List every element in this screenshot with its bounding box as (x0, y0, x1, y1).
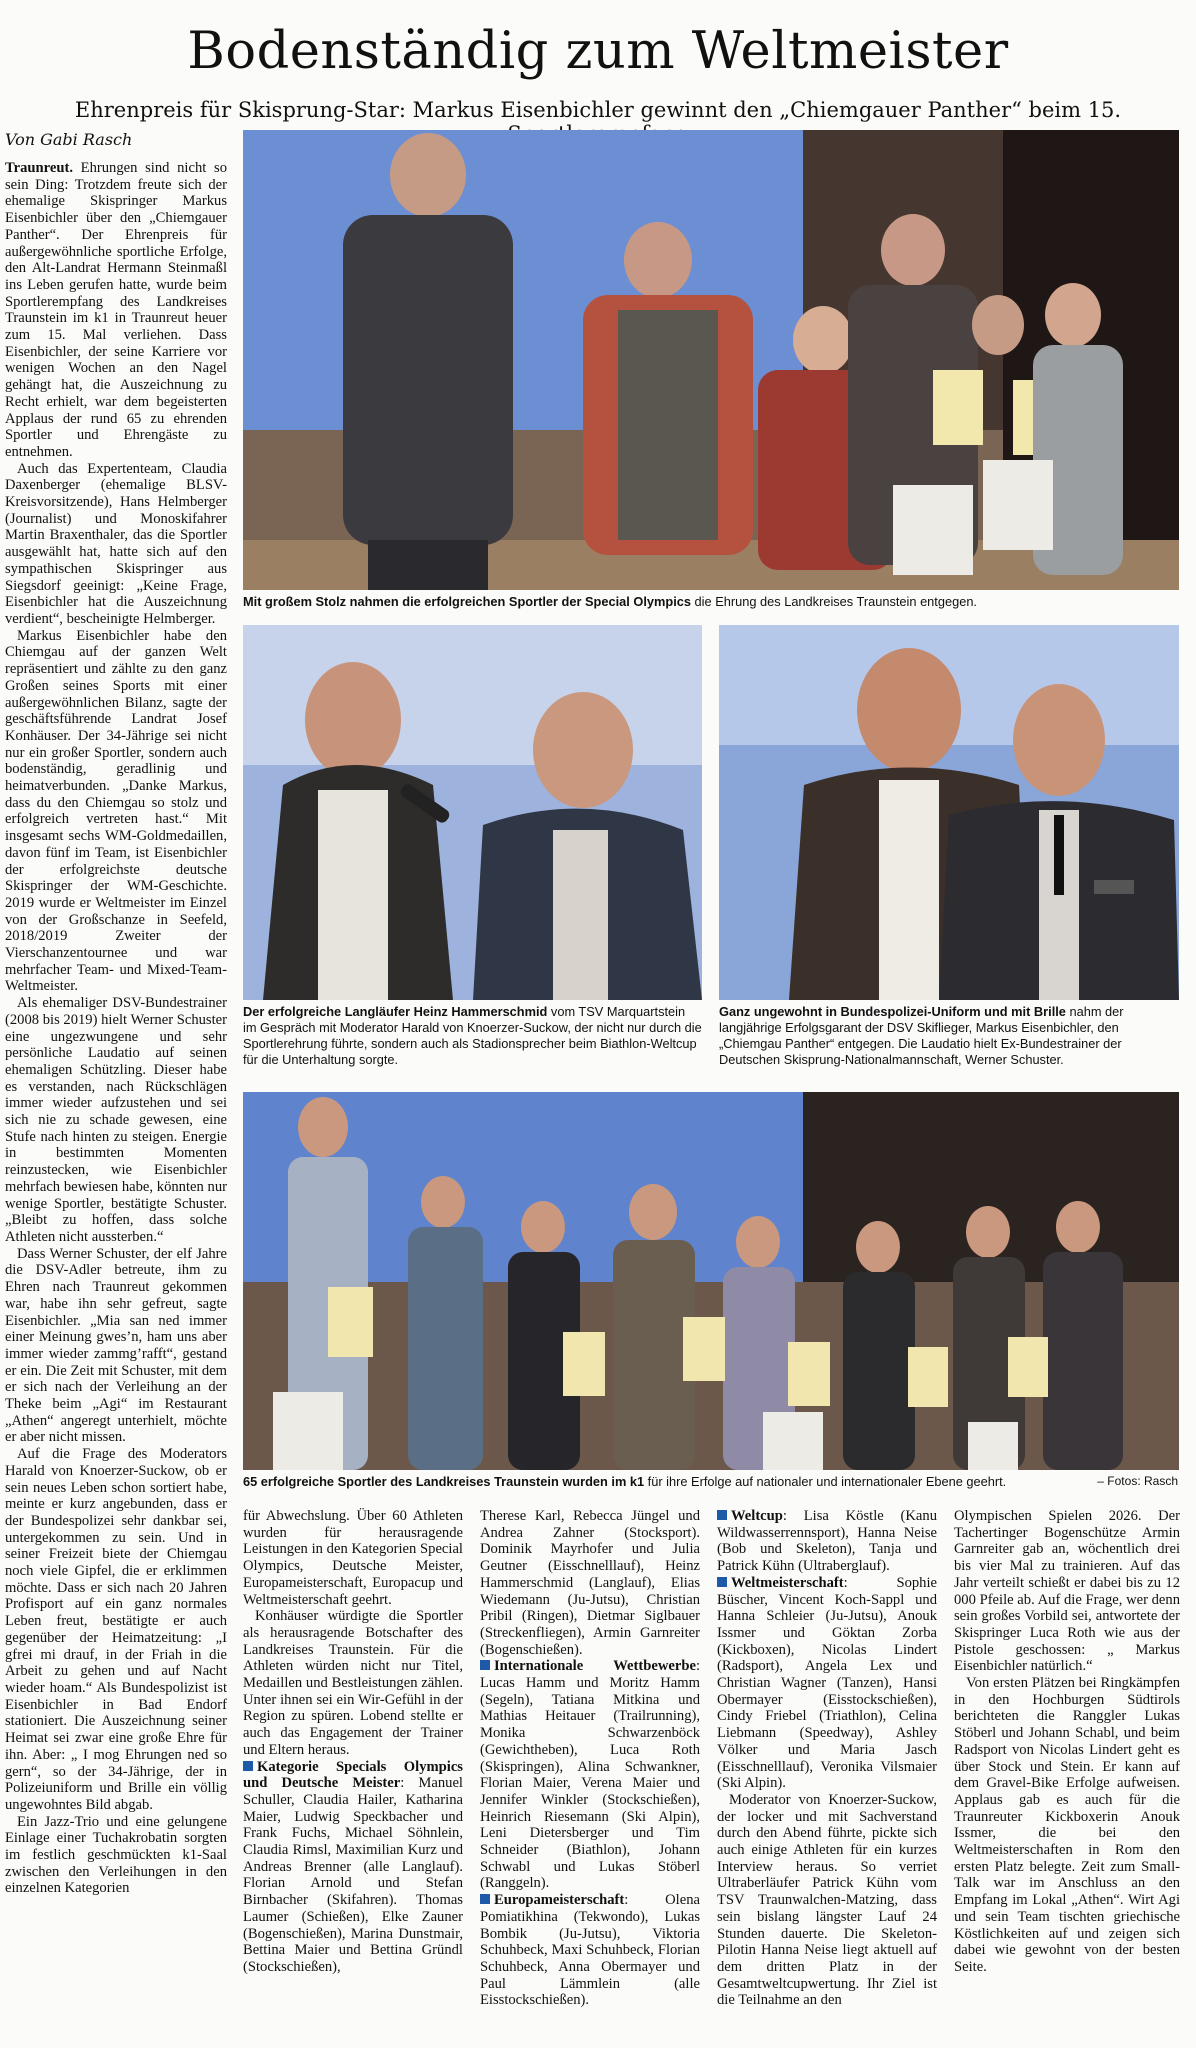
paragraph-4: Als ehemaliger DSV-Bundestrainer (2008 bis 2019) hielt Werner Schuster eine ungezwungene und sehr persönliche Laudatio auf seinen ehemaligen Schützling. Dieser habe es verstanden, nach Rückschlägen immer wieder aufzustehen und sei sich nie zu schade gewesen, eine Stufe nach hinten zu steigen. Energie in bestimmten Momenten reinzustecken, wie Eisenbichler mehrfach bewiesen habe, könnten nur wenige Sportler, bestätigte Schuster. „Bleibt zu hoffen, dass solche Athleten nicht aussterben.“ (5, 995, 227, 1245)
article-column-2 (243, 1508, 463, 2038)
category-square-icon (243, 1761, 253, 1771)
paragraph: Olympischen Spielen 2026. Der Tachertinger Bogenschütze Armin Garnreiter gab an, wöchentlich drei bis vier Mal zu trainieren. Auf das Jahr verteilt schießt er dabei bis zu 12 000 Pfeile ab. Auf die Frage, wer denn sein großes Vorbild sei, antwortete der Skispringer Luca Roth wie aus der Pistole geschossen: „ Markus Eisenbichler natürlich.“ (954, 1508, 1180, 1675)
photo-credit: – Fotos: Rasch (1097, 1474, 1178, 1488)
paragraph: Konhäuser würdigte die Sportler als herausragende Botschafter des Landkreises Traunstein. Für die Athleten würden nicht nur Titel, Medaillen und Bestleistungen zählen. Unter ihnen sei ein Wir-Gefühl in der Region zu spüren. Lobend stellte er auch das Engagement der Trainer und Eltern heraus. (243, 1608, 463, 1758)
article-column-1 (5, 160, 227, 2040)
paragraph: Moderator von Knoerzer-Suckow, der locker und mit Sachverstand durch den Abend führte, pickte sich auch einige Athleten für ein kurzes Interview heraus. So verriet Ultraberläufer Patrick Kühn vom TSV Traunwalchen-Matzing, dass sein bislang längster Lauf 24 Stunden dauerte. Die Skeleton-Pilotin Hanna Neise liegt aktuell auf dem dritten Platz in der Gesamtweltcupwertung. Ihr Ziel ist die Teilnahme an den (717, 1791, 937, 2009)
category-square-icon (717, 1510, 727, 1520)
article-column-3 (480, 1508, 700, 2038)
category-square-icon (480, 1660, 490, 1670)
category-international: Internationale Wettbewerbe: Lucas Hamm und Moritz Hamm (Segeln), Tatiana Mitkina und Mathias Heitauer (Trailrunning), Monika Schwarzenböck (Gewichtheben), Luca Roth (Skispringen), Alina Schwankner, Florian Maier, Verena Maier und Jennifer Winkler (Stockschießen), Heinrich Riesemann (Ski Alpin), Leni Dietersberger und Tim Schneider (Biathlon), Johann Schwabl und Lukas Stöberl (Ranggeln). (480, 1658, 700, 1892)
byline: Von Gabi Rasch (5, 130, 133, 149)
paragraph: Therese Karl, Rebecca Jüngel und Andrea Zahner (Stocksport). Dominik Mayrhofer und Julia Geutner (Eisschnelllauf), Heinz Hammerschmid (Langlauf), Elias Wiedemann (Ju-Jutsu), Christian Pribil (Ringen), Dietmar Siglbauer (Streckenfliegen), Armin Garnreiter (Bogenschießen). (480, 1508, 700, 1658)
category-square-icon (717, 1577, 727, 1587)
caption-photo-1: Mit großem Stolz nahmen die erfolgreichen Sportler der Special Olympics die Ehrung des Landkreises Traunstein entgegen. (243, 594, 977, 609)
paragraph-1: Traunreut. Ehrungen sind nicht so sein Ding: Trotzdem freute sich der ehemalige Skispringer Markus Eisenbichler über den „Chiemgauer Panther“. Der Ehrenpreis für außergewöhnliche sportliche Erfolge, den Alt-Landrat Hermann Steinmaßl ins Leben gerufen hatte, wurde beim Sportlerempfang des Landkreises Traunstein im k1 in Traunreut heuer zum 15. Mal verliehen. Dass Eisenbichler, der seine Karriere vor wenigen Wochen an den Nagel gehängt hat, die Auszeichnung zu Recht erhielt, war dem begeisterten Applaus der rund 65 zu ehrenden Sportler und Ehrengäste zu entnehmen. (5, 160, 227, 460)
paragraph: Von ersten Plätzen bei Ringkämpfen in den Hochburgen Südtirols berichteten die Ranggler Lukas Stöberl und Johann Schabl, und beim Radsport von Nicolas Lindert geht es über Stock und Stein. Er kann auf dem Gravel-Bike Erfolge aufweisen. Applaus gab es auch für die Traunreuter Kickboxerin Anouk Issmer, die bei den Weltmeisterschaften in Rom den ersten Platz belegte. Zeit zum Small-Talk war im Anschluss an den Empfang im Lokal „Athen“. Wirt Agi und sein Team tischten griechische Köstlichkeiten auf und zeigen sich dabei wie gewohnt von der besten Seite. (954, 1675, 1180, 1975)
article-column-4 (717, 1508, 937, 2038)
caption-photo-2: Der erfolgreiche Langläufer Heinz Hammerschmid vom TSV Marquartstein im Gespräch mit Moderator Harald von Knoerzer-Suckow, der nicht nur durch die Sportlerehrung führte, sondern auch als Stadionsprecher beim Biathlon-Weltcup für die Unterhaltung sorgte. (243, 1004, 702, 1067)
headline: Bodenständig zum Weltmeister (187, 22, 1009, 81)
paragraph-3: Markus Eisenbichler habe den Chiemgau auf der ganzen Welt repräsentiert und zählte zu den ganz Großen seines Sports mit einer außergewöhnlichen Bilanz, sagte der geschäftsführende Landrat Josef Konhäuser. Der 34-Jährige sei nicht nur ein großer Sportler, sondern auch bodenständig, geradlinig und heimatverbunden. „Danke Markus, dass du den Chiemgau so stolz und erfolgreich vertreten hast.“ Mit insgesamt sechs WM-Goldmedaillen, davon fünf im Team, ist Eisenbichler der erfolgreichste deutsche Skispringer der WM-Geschichte. 2019 wurde er Weltmeister im Einzel von der Großschanze in Seefeld, 2018/2019 Zweiter der Vierschanzentournee und war mehrfacher Team- und Mixed-Team-Weltmeister. (5, 627, 227, 995)
dateline: Traunreut. (5, 160, 73, 176)
paragraph-5: Dass Werner Schuster, der elf Jahre die DSV-Adler betreute, ihm zu Ehren nach Traunreut gekommen war, habe ihn sehr gefreut, sagte Eisenbichler. „Mia san ned immer einer Meinung gwes’n, ham uns aber immer wieder zammg’rafft“, gestand er ein. Die Zeit mit Schuster, mit dem er sich nach der Verleihung an der Theke beim „Agi“ im Restaurant „Athen“ angeregt unterhielt, möchte er aber nicht missen. (5, 1245, 227, 1446)
category-europe: Europameisterschaft: Olena Pomiatikhina (Tekwondo), Lukas Bombik (Ju-Jutsu), Viktoria Schuhbeck, Maxi Schuhbeck, Florian Schuhbeck, Anna Obermayer und Paul Lämmlein (alle Eisstockschießen). (480, 1892, 700, 2009)
category-square-icon (480, 1894, 490, 1904)
paragraph-2: Auch das Expertenteam, Claudia Daxenberger (ehemalige BLSV-Kreisvorsitzende), Hans Helmberger (Journalist) und Monoskifahrer Martin Braxenthaler, das die Sportler ausgewählt hat, hatte sich auf den sympathischen Skispringer aus Siegsdorf geeinigt: „Keine Frage, Eisenbichler hat die Auszeichnung verdient“, bescheinigte Helmberger. (5, 460, 227, 627)
photo-hammerschmid-interview (243, 625, 702, 1000)
paragraph-7: Ein Jazz-Trio und eine gelungene Einlage einer Tuchakrobatin sorgten im festlich geschmückten k1-Saal zwischen den Verleihungen in den einzelnen Kategorien (5, 1813, 227, 1897)
category-weltmeisterschaft: Weltmeisterschaft: Sophie Büscher, Vincent Koch-Sappl und Hanna Schleier (Ju-Jutsu), Anouk Issmer und Göktan Zorba (Kickboxen), Nicolas Lindert (Radsport), Angela Lex und Christian Wagner (Tanzen), Hansi Obermayer (Eisstockschießen), Cindy Friebel (Triathlon), Celina Liebmann (Speedway), Ashley Völker und Maria Jasch (Eisschnelllauf), Veronika Vilsmaier (Ski Alpin). (717, 1574, 937, 1792)
photo-athletes-group (243, 1092, 1179, 1470)
caption-photo-4: 65 erfolgreiche Sportler des Landkreises Traunstein wurden im k1 für ihre Erfolge auf nationaler und internationaler Ebene geehrt. (243, 1474, 1007, 1489)
photo-eisenbichler-schuster (719, 625, 1179, 1000)
paragraph-6: Auf die Frage des Moderators Harald von Knoerzer-Suckow, ob er sein neues Leben schon sortiert habe, meinte er kurz angebunden, dass er der Bundespolizei sehr dankbar sei, untergekommen zu sein. Und in seiner Freizeit biete der Chiemgau noch viele Gipfel, die er erklimmen möchte. Dass er sich nach 20 Jahren Profisport auf ein ganz normales Leben freut, bestätigte er auch gegenüber der Heimatzeitung: „I gfrei mi drauf, in der Friah in die Arbeit zu gehen und auf Nacht wieder hoam.“ Als Bundespolizist ist Eisenbichler in Bad Endorf stationiert. Die Auszeichnung seiner Heimat sei zwar eine große Ehre für ihn. Aber: „ I mog Ehrungen ned so gern“, so der 34-Jährige, der in Polizeiuniform und Brille ein völlig ungewohntes Bild abgab. (5, 1446, 227, 1813)
category-specials: Kategorie Specials Olympics und Deutsche Meister: Manuel Schuller, Claudia Hailer, Katharina Maier, Ludwig Speckbacher und Frank Fuchs, Michael Söhnlein, Claudia Rimsl, Maximilian Kurz und Andreas Brenner (alle Langlauf). Florian Arnold und Stefan Birnbacher (Skifahren). Thomas Laumer (Schießen), Elke Zauner (Bogenschießen), Marina Dunstmair, Bettina Maier und Bettina Gründl (Stockschießen), (243, 1758, 463, 1975)
subheadline: Ehrenpreis für Skisprung-Star: Markus Eisenbichler gewinnt den „Chiemgauer Panther“ beim 15. (74, 98, 1122, 122)
photo-special-olympics (243, 130, 1179, 590)
paragraph: für Abwechslung. Über 60 Athleten wurden für herausragende Leistungen in den Kategorien Special Olympics, Deutsche Meister, Europameisterschaft, Europacup und Weltmeisterschaft geehrt. (243, 1508, 463, 1608)
article-column-5 (954, 1508, 1180, 2038)
category-weltcup: Weltcup: Lisa Köstle (Kanu Wildwasserrennsport), Hanna Neise (Bob und Skeleton), Tanja und Patrick Kühn (Ultraberglauf). (717, 1508, 937, 1575)
caption-photo-3: Ganz ungewohnt in Bundespolizei-Uniform und mit Brille nahm der langjährige Erfolgsgarant der DSV Skiflieger, Markus Eisenbichler, den „Chiemgau Panther“ entgegen. Die Laudatio hielt Ex-Bundestrainer der Deutschen Skisprung-Nationalmannschaft, Werner Schuster. (719, 1004, 1124, 1067)
